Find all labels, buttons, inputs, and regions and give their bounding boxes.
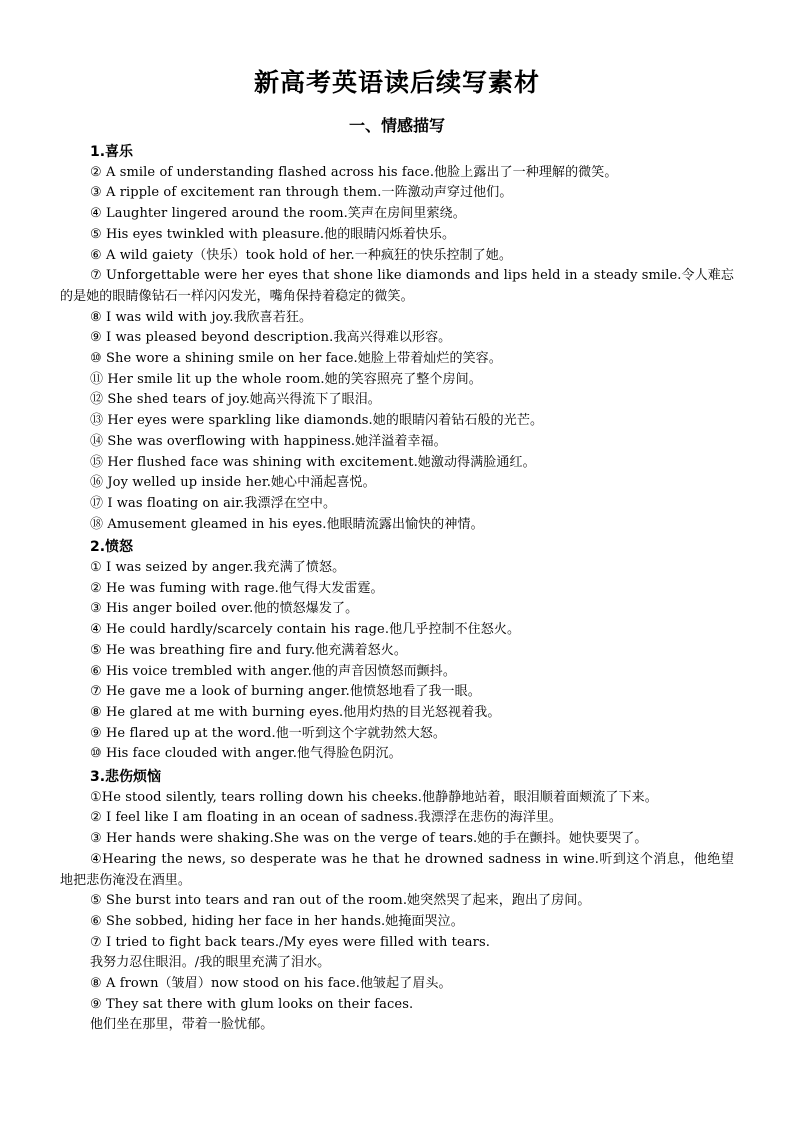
section-heading-sadness: 3.悲伤烦恼 (90, 769, 162, 786)
phrase-line: ③ Her hands were shaking.She was on the verge of tears.她的手在颤抖。她快要哭了。 (90, 831, 648, 847)
phrase-line: ⑫ She shed tears of joy.她高兴得流下了眼泪。 (90, 392, 381, 408)
phrase-line: ⑨ He flared up at the word.他一听到这个字就勃然大怒。 (90, 725, 447, 741)
phrase-line: ⑧ A frown（皱眉）now stood on his face.他皱起了眉头。 (90, 976, 452, 992)
phrase-line: ⑩ His face clouded with anger.他气得脸色阴沉。 (90, 746, 402, 762)
section-anger (60, 537, 734, 765)
phrase-line: ④ Laughter lingered around the room.笑声在房间里萦绕。 (90, 206, 466, 222)
phrase-line: ⑦ I tried to fight back tears./My eyes were filled with tears. (90, 934, 490, 950)
phrase-line: ⑥ She sobbed, hiding her face in her hands.她掩面哭泣。 (90, 913, 464, 929)
phrase-line: ⑥ His voice trembled with anger.他的声音因愤怒而颤抖。 (90, 663, 456, 679)
phrase-line: ④ He could hardly/scarcely contain his rage.他几乎控制不住怒火。 (90, 622, 521, 638)
phrase-line: ⑬ Her eyes were sparkling like diamonds.她的眼睛闪着钻石般的光芒。 (90, 413, 544, 429)
phrase-line: ① I was seized by anger.我充满了愤怒。 (90, 560, 346, 576)
phrase-line: ② A smile of understanding flashed across his face.他脸上露出了一种理解的微笑。 (90, 164, 618, 180)
phrase-line: ⑧ He glared at me with burning eyes.他用灼热的目光怒视着我。 (90, 704, 501, 720)
phrase-line: ③ His anger boiled over.他的愤怒爆发了。 (90, 601, 359, 617)
phrase-line: ①He stood silently, tears rolling down his cheeks.他静静地站着，眼泪顺着面颊流了下来。 (90, 789, 658, 805)
phrase-line: ⑦ He gave me a look of burning anger.他愤怒地看了我一眼。 (90, 684, 481, 700)
phrase-line: ③ A ripple of excitement ran through them.一阵激动声穿过他们。 (90, 185, 513, 201)
phrase-line: ⑭ She was overflowing with happiness.她洋溢着幸福。 (90, 433, 447, 449)
phrase-line: ④Hearing the news, so desperate was he that he drowned sadness in wine.听到这个消息，他绝望地把悲伤淹没在酒里。 (60, 851, 734, 888)
phrase-translation: 他们坐在那里，带着一脸忧郁。 (90, 1017, 274, 1033)
phrase-line: ⑦ Unforgettable were her eyes that shone like diamonds and lips held in a steady smile.令人难忘的是她的眼睛像钻石一样闪闪发光，嘴角保持着稳定的微笑。 (60, 268, 734, 304)
phrase-line: ② He was fuming with rage.他气得大发雷霆。 (90, 580, 384, 596)
phrase-line: ⑰ I was floating on air.我漂浮在空中。 (90, 495, 337, 511)
phrase-line: ⑤ His eyes twinkled with pleasure.他的眼睛闪烁着快乐。 (90, 226, 456, 242)
phrase-line: ⑱ Amusement gleamed in his eyes.他眼睛流露出愉快的神情。 (90, 516, 484, 532)
section-sadness (60, 767, 734, 1036)
phrase-translation: 我努力忍住眼泪。/我的眼里充满了泪水。 (90, 955, 331, 971)
section-joy (60, 142, 734, 535)
document-title: 新高考英语读后续写素材 (253, 68, 540, 97)
section-heading-anger: 2.愤怒 (90, 539, 134, 556)
phrase-line: ⑤ He was breathing fire and fury.他充满着怒火。 (90, 642, 407, 658)
phrase-line: ⑨ I was pleased beyond description.我高兴得难以形容。 (90, 330, 452, 346)
phrase-line: ⑪ Her smile lit up the whole room.她的笑容照亮了整个房间。 (90, 371, 482, 387)
section-group-title: 一、情感描写 (348, 116, 445, 135)
phrase-line: ⑮ Her flushed face was shining with excitement.她激动得满脸通红。 (90, 454, 536, 470)
phrase-line: ② I feel like I am floating in an ocean of sadness.我漂浮在悲伤的海洋里。 (90, 810, 563, 826)
phrase-line: ⑩ She wore a shining smile on her face.她脸上带着灿烂的笑容。 (90, 351, 502, 367)
phrase-line: ⑨ They sat there with glum looks on their faces. (90, 996, 414, 1012)
section-heading-joy: 1.喜乐 (90, 144, 134, 160)
phrase-line: ⑤ She burst into tears and ran out of the room.她突然哭了起来，跑出了房间。 (90, 893, 591, 909)
phrase-line: ⑥ A wild gaiety（快乐）took hold of her.一种疯狂的快乐控制了她。 (90, 247, 512, 263)
phrase-line: ⑧ I was wild with joy.我欣喜若狂。 (90, 309, 313, 325)
phrase-line: ⑯ Joy welled up inside her.她心中涌起喜悦。 (90, 475, 376, 491)
